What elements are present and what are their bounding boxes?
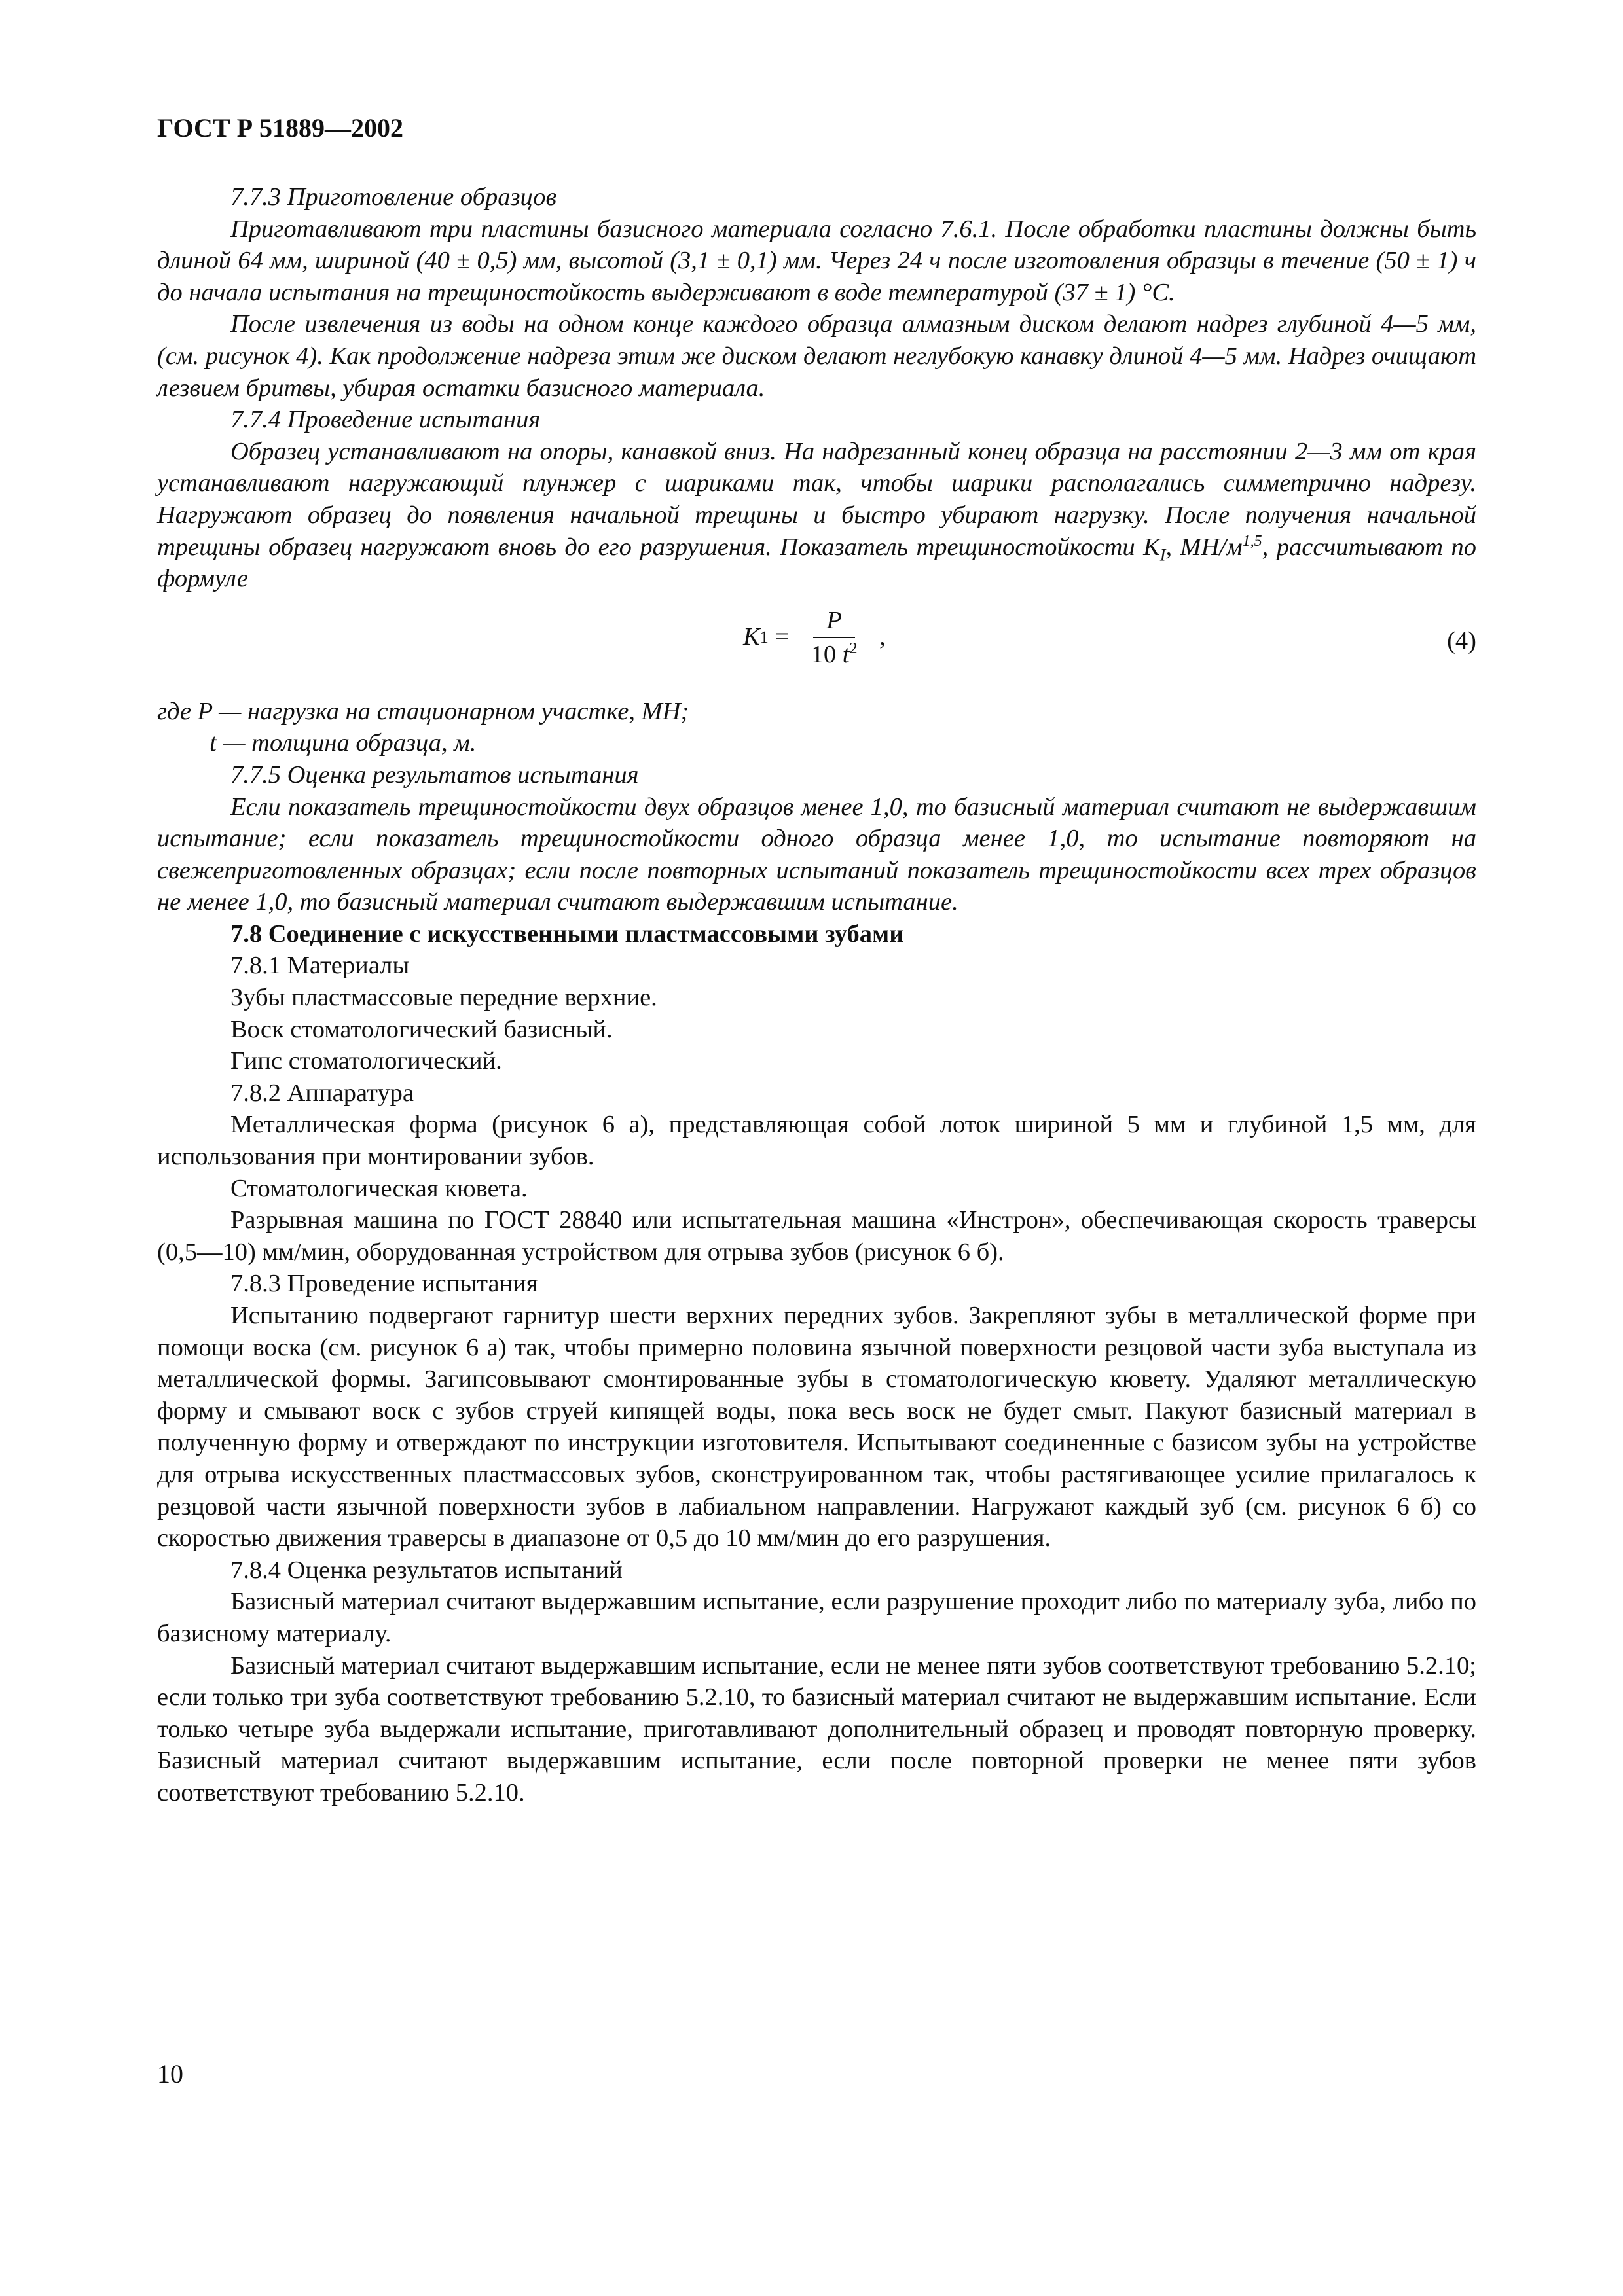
section-heading-7-8-3: 7.8.3 Проведение испытания <box>230 1270 538 1298</box>
section-heading-7-8-4: 7.8.4 Оценка результатов испытаний <box>230 1556 623 1584</box>
section-heading-7-7-4: 7.7.4 Проведение испытания <box>230 406 541 434</box>
document-header: ГОСТ Р 51889—2002 <box>157 113 404 143</box>
variable-definition: t — толщина образца, м. <box>210 729 477 757</box>
section-heading-7-8: 7.8 Соединение с искусственными пластмассовыми зубами <box>230 920 904 948</box>
variable-definition: где P — нагрузка на стационарном участке, МН; <box>157 697 689 725</box>
k-subscript: I <box>1159 545 1166 565</box>
paragraph-text-end: , рассчитывают по формуле <box>157 533 1476 593</box>
paragraph: Базисный материал считают выдержавшим испытание, если не менее пяти зубов соответствуют требованию 5.2.10; если только три зуба соответствуют требованию 5.2.10, то базисный материал считают не выдержавшим испытание. Если только четыре зуба выдержали испытание, приготавливают дополнительный образец и проводят повторную проверку. Базисный материал считают выдержавшим испытание, если после повторной проверки не менее пяти зубов соответствуют требованию 5.2.10. <box>157 1651 1476 1806</box>
formula-4 <box>157 603 1476 683</box>
paragraph-with-k-index <box>157 436 1476 595</box>
denominator-coefficient: 10 <box>811 640 843 668</box>
document-page <box>157 105 1476 1809</box>
formula-equals: = <box>768 623 795 651</box>
section-heading-7-8-1: 7.8.1 Материалы <box>230 952 410 980</box>
paragraph: После извлечения из воды на одном конце каждого образца алмазным диском делают надрез глубиной 4—5 мм, (см. рисунок 4). Как продолжение надреза этим же диском делают неглубокую канавку длиной 4—5 мм. Надрез очищают лезвием бритвы, убирая остатки базисного материала. <box>157 310 1476 402</box>
paragraph: Стоматологическая кювета. <box>230 1174 528 1202</box>
denominator-exponent: 2 <box>849 639 858 657</box>
page-number: 10 <box>157 2059 183 2089</box>
paragraph: Приготавливают три пластины базисного материала согласно 7.6.1. После обработки пластины должны быть длиной 64 мм, шириной (40 ± 0,5) мм, высотой (3,1 ± 0,1) мм. Через 24 ч после изготовления образцы в течение (50 ± 1) ч до начала испытания на трещиностойкость выдерживают в воде температурой (37 ± 1) °С. <box>157 215 1476 306</box>
paragraph-text: Образец устанавливают на опоры, канавкой вниз. На надрезанный конец образца на расстоянии 2—3 мм от края устанавливают нагружающий плунжер с шариками так, чтобы шарики располагались симметрично надрезу. Нагружают образец до появления начальной трещины и быстро убирают нагрузку. После получения начальной трещины образец нагружают вновь до его разрушения. Показатель трещиностойкости <box>157 437 1476 561</box>
section-heading-7-7-3: 7.7.3 Приготовление образцов <box>230 183 557 211</box>
document-body <box>157 181 1476 1809</box>
list-item: Воск стоматологический базисный. <box>230 1015 613 1043</box>
paragraph: Металлическая форма (рисунок 6 а), представляющая собой лоток шириной 5 мм и глубиной 1,5 мм, для использования при монтировании зубов. <box>157 1111 1476 1171</box>
k-symbol: K <box>1143 533 1160 561</box>
formula-denominator <box>805 638 864 670</box>
paragraph: Базисный материал считают выдержавшим испытание, если разрушение проходит либо по материалу зуба, либо по базисному материалу. <box>157 1588 1476 1647</box>
formula-trailing-comma: , <box>873 623 886 651</box>
formula-lhs: K <box>743 623 760 651</box>
section-heading-7-7-5: 7.7.5 Оценка результатов испытания <box>230 761 639 789</box>
list-item: Гипс стоматологический. <box>230 1047 502 1075</box>
denominator-variable: t <box>842 640 850 668</box>
formula-expression: K 1 = $\frac{P}{10 t^2}$ , <box>743 606 886 668</box>
list-item: Зубы пластмассовые передние верхние. <box>230 984 657 1012</box>
unit-exponent: 1,5 <box>1242 532 1262 550</box>
paragraph: Разрывная машина по ГОСТ 28840 или испытательная машина «Инстрон», обеспечивающая скорость траверсы (0,5—10) мм/мин, оборудованная устройством для отрыва зубов (рисунок 6 б). <box>157 1206 1476 1266</box>
paragraph: Испытанию подвергают гарнитур шести верхних передних зубов. Закрепляют зубы в металлической форме при помощи воска (см. рисунок 6 а) так, чтобы примерно половина язычной поверхности резцовой части зуба выступала из металлической формы. Загипсовывают смонтированные зубы в стоматологическую кювету. Удаляют металлическую форму и смывают воск с зубов струей кипящей воды, пока весь воск не будет смыт. Пакуют базисный материал в полученную форму и отверждают по инструкции изготовителя. Испытывают соединенные с базисом зубы на устройстве для отрыва искусственных пластмассовых зубов, сконструированном так, чтобы растягивающее усилие прилагалось к резцовой части язычной поверхности зубов в лабиальном направлении. Нагружают каждый зуб (см. рисунок 6 б) со скоростью движения траверсы в диапазоне от 0,5 до 10 мм/мин до его разрушения. <box>157 1302 1476 1552</box>
equation-number: (4) <box>1447 626 1476 655</box>
unit-text: , МН/м <box>1165 533 1243 561</box>
paragraph: Если показатель трещиностойкости двух образцов менее 1,0, то базисный материал считают не выдержавшим испытание; если показатель трещиностойкости одного образца менее 1,0, то испытание повторяют на свежеприготовленных образцах; если после повторных испытаний показатель трещиностойкости всех трех образцов не менее 1,0, то базисный материал считают выдержавшим испытание. <box>157 793 1476 916</box>
formula-fraction <box>805 605 864 670</box>
section-heading-7-8-2: 7.8.2 Аппаратура <box>230 1079 414 1107</box>
formula-numerator: P <box>813 605 855 638</box>
